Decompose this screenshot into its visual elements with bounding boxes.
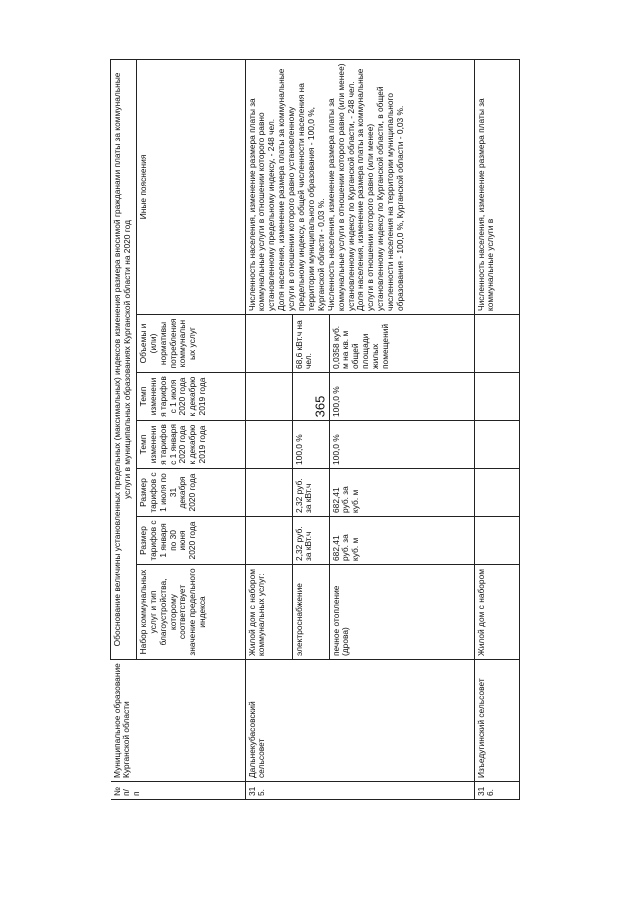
notes-text: Численность населения, изменение размера платы за коммунальные услуги в отношении которого равно установленному предельному индексу, - 248 чел. Доля населения, изменение размера платы за коммунальные услуги в отношении которого равно установленному предельному индексу, в общей численности населения на территории муниципального образования - 100,0 %, Курганской области - 0,03 %. Численность населения, изменение размера платы за коммунальные услуги в отношении которого равно (или менее) установленному индексу по Курганской области, - 248 чел. Доля населения, изменение размера платы за коммунальные услуги в отношении которого равно (или менее) установленному индексу по Курганской области, в общей численности населения на территории муниципального образования - 100,0 %, Курганской области - 0,03 %.: [245, 59, 474, 314]
header-notes: Иные пояснения: [136, 59, 245, 314]
tariff-size-jul: 682,41 руб. за куб. м: [329, 469, 474, 517]
consumption-volume: 0,0358 куб. м на кв. м общей площади жилых помещений: [329, 315, 474, 373]
tariff-rate-jan: 100,0 %: [329, 421, 474, 469]
header-rate-jul: Темп изменения тарифов с 1 июля 2020 года к декабрю 2019 года: [136, 373, 245, 421]
page-number: 365: [312, 395, 328, 418]
header-set: Набор коммунальных услуг и тип благоустройства, которому соответствует значение предельного индекса: [136, 565, 245, 660]
service-name: электроснабжение: [292, 565, 329, 660]
service-set: Жилой дом с набором: [474, 565, 519, 660]
notes-text: Численность населения, изменение размера платы за коммунальные услуги в: [474, 59, 519, 314]
consumption-volume: 68,6 кВт.ч на чел.: [292, 315, 329, 373]
tariff-size-jan: 2,32 руб. за кВт.ч: [292, 517, 329, 565]
service-set: Жилой дом с набором коммунальных услуг:: [245, 565, 292, 660]
tariff-rate-jul: 100,0 %: [329, 373, 474, 421]
municipality-name: Изъедугинский сельсовет: [474, 660, 519, 782]
municipality-name: Дальнекубасовский сельсовет: [245, 660, 474, 782]
header-municipality: Муниципальное образование Курганской области: [111, 660, 246, 782]
header-size-jan: Размер тарифов с 1 января по 30 июня 2020 года: [136, 517, 245, 565]
service-name: печное отопление (дрова): [329, 565, 474, 660]
tariff-table: [110, 59, 520, 800]
tariff-rate-jan: 100,0 %: [292, 421, 329, 469]
header-size-jul: Размер тарифов с 1 июля по 31 декабря 2020 года: [136, 469, 245, 517]
row-number: 316.: [474, 782, 519, 800]
table-row: [474, 59, 519, 799]
rotated-table-area: [110, 60, 590, 800]
tariff-size-jul: 2,32 руб. за кВт.ч: [292, 469, 329, 517]
header-volume: Объемы и (или) нормативы потребления коммунальных услуг: [136, 315, 245, 373]
header-num: № п/п: [111, 782, 246, 800]
tariff-size-jan: 682,41 руб. за куб. м: [329, 517, 474, 565]
header-rate-jan: Темп изменения тарифов с 1 января 2020 года к декабрю 2019 года: [136, 421, 245, 469]
table-row: [245, 59, 292, 799]
header-group: Обоснование величины установленных предельных (максимальных) индексов изменения размера вносимой гражданами платы за коммунальные услуги в муниципальных образованиях Курганской области на 2020 год: [111, 59, 137, 659]
row-number: 315.: [245, 782, 474, 800]
tariff-rate-jul: [292, 373, 329, 421]
